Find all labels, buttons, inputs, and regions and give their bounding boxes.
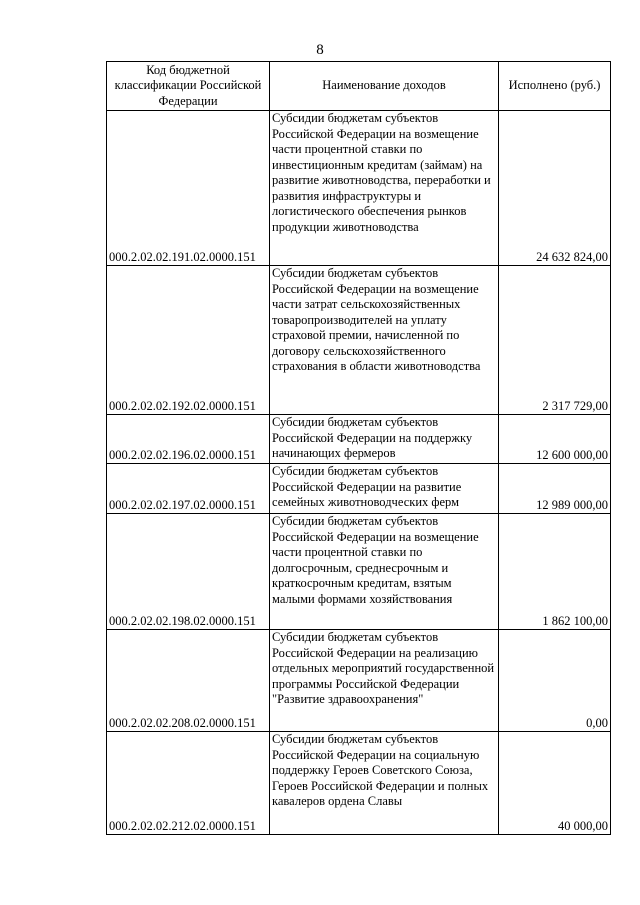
- row-code: 000.2.02.02.192.02.0000.151: [107, 266, 270, 415]
- table-header-row: [107, 62, 611, 111]
- row-name: Субсидии бюджетам субъектов Российской Федерации на реализацию отдельных мероприятий государственной программы Российской Федерации "Развитие здравоохранения": [270, 630, 499, 732]
- row-amount: 2 317 729,00: [499, 266, 611, 415]
- row-amount: 12 600 000,00: [499, 415, 611, 464]
- table-row: [107, 630, 611, 732]
- row-name: Субсидии бюджетам субъектов Российской Федерации на возмещение части затрат сельскохозяйственных товаропроизводителей на уплату страховой премии, начисленной по договору сельскохозяйственного страхования в области животноводства: [270, 266, 499, 415]
- table-row: [107, 111, 611, 266]
- row-amount: 40 000,00: [499, 732, 611, 835]
- row-code: 000.2.02.02.191.02.0000.151: [107, 111, 270, 266]
- row-code: 000.2.02.02.212.02.0000.151: [107, 732, 270, 835]
- row-amount: 12 989 000,00: [499, 464, 611, 514]
- header-name: Наименование доходов: [270, 62, 499, 111]
- table-row: [107, 415, 611, 464]
- row-code: 000.2.02.02.196.02.0000.151: [107, 415, 270, 464]
- page-number: 8: [316, 42, 324, 58]
- row-code: 000.2.02.02.197.02.0000.151: [107, 464, 270, 514]
- row-name: Субсидии бюджетам субъектов Российской Федерации на развитие семейных животноводческих ферм: [270, 464, 499, 514]
- header-amount: Исполнено (руб.): [499, 62, 611, 111]
- row-name: Субсидии бюджетам субъектов Российской Федерации на социальную поддержку Героев Советского Союза, Героев Российской Федерации и полных кавалеров ордена Славы: [270, 732, 499, 835]
- row-amount: 0,00: [499, 630, 611, 732]
- row-code: 000.2.02.02.198.02.0000.151: [107, 514, 270, 630]
- row-amount: 1 862 100,00: [499, 514, 611, 630]
- table-row: [107, 514, 611, 630]
- header-code: Код бюджетной классификации Российской Федерации: [107, 62, 270, 111]
- table-row: [107, 266, 611, 415]
- row-name: Субсидии бюджетам субъектов Российской Федерации на возмещение части процентной ставки по долгосрочным, среднесрочным и краткосрочным кредитам, взятым малыми формами хозяйствования: [270, 514, 499, 630]
- row-amount: 24 632 824,00: [499, 111, 611, 266]
- budget-revenue-table: [106, 61, 611, 835]
- table-row: [107, 732, 611, 835]
- row-name: Субсидии бюджетам субъектов Российской Федерации на возмещение части процентной ставки по инвестиционным кредитам (займам) на развитие животноводства, переработки и развития инфраструктуры и логистического обеспечения рынков продукции животноводства: [270, 111, 499, 266]
- table-row: [107, 464, 611, 514]
- row-code: 000.2.02.02.208.02.0000.151: [107, 630, 270, 732]
- row-name: Субсидии бюджетам субъектов Российской Федерации на поддержку начинающих фермеров: [270, 415, 499, 464]
